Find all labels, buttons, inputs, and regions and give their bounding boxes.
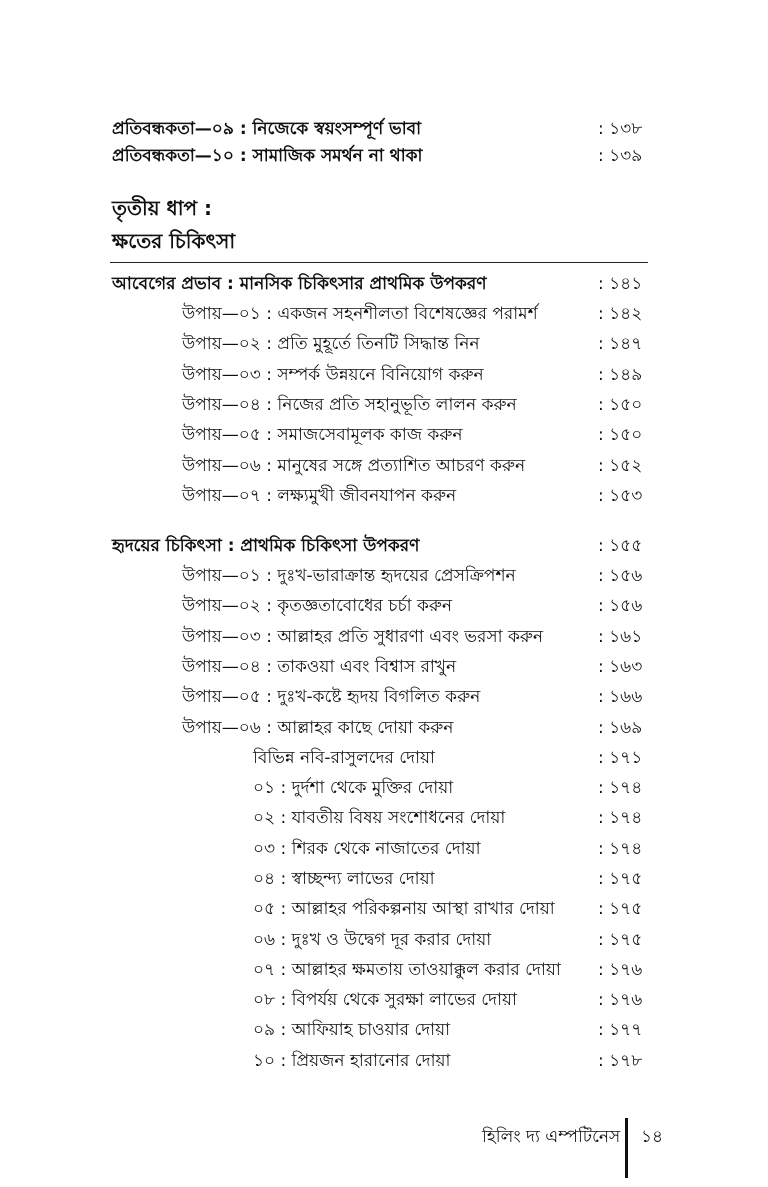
toc-entry-page: : ১৫৩ <box>598 486 643 506</box>
toc-subentry-page: : ১৭৬ <box>598 960 643 980</box>
section-heading-page: : ১৪১ <box>598 274 643 294</box>
toc-entry-page: : ১৫০ <box>598 395 643 415</box>
toc-subentry-text: ০৯ : আফিয়াহ চাওয়ার দোয়া <box>253 1020 451 1040</box>
section-heading: হৃদয়ের চিকিৎসা : প্রাথমিক চিকিৎসা উপকরণ <box>112 536 420 556</box>
toc-entry-page: : ১৪৯ <box>598 365 643 385</box>
toc-entry-text: উপায়—০৪ : তাকওয়া এবং বিশ্বাস রাখুন <box>182 657 457 677</box>
toc-entry-text: প্রতিবন্ধকতা—১০ : সামাজিক সমর্থন না থাকা <box>112 146 423 166</box>
section-heading-page: : ১৫৫ <box>598 536 643 556</box>
toc-entry-page: : ১৫৬ <box>598 566 643 586</box>
toc-subentry-text: ০৩ : শিরক থেকে নাজাতের দোয়া <box>253 839 481 859</box>
step-title: তৃতীয় ধাপ : <box>112 196 213 220</box>
toc-entry-page: : ১৪৭ <box>598 334 643 354</box>
toc-entry-text: উপায়—০৭ : লক্ষ্যমুখী জীবনযাপন করুন <box>182 486 457 506</box>
toc-subentry-text: বিভিন্ন নবি-রাসুলদের দোয়া <box>253 748 435 768</box>
toc-entry-text: উপায়—০২ : কৃতজ্ঞতাবোধের চর্চা করুন <box>182 596 453 616</box>
toc-subentry-text: ০২ : যাবতীয় বিষয় সংশোধনের দোয়া <box>253 808 506 828</box>
toc-subentry-page: : ১৭৫ <box>598 899 643 919</box>
toc-entry-text: উপায়—০৫ : সমাজসেবামূলক কাজ করুন <box>182 425 463 445</box>
toc-entry-text: উপায়—০৬ : মানুষের সঙ্গে প্রত্যাশিত আচরণ করুন <box>182 456 526 476</box>
toc-subentry-page: : ১৭৮ <box>598 1051 643 1071</box>
toc-subentry-page: : ১৭৫ <box>598 869 643 889</box>
toc-entry-text: উপায়—০১ : দুঃখ-ভারাক্রান্ত হৃদয়ের প্রেসক্রিপশন <box>182 566 516 586</box>
toc-entry-page: : ১৬১ <box>598 627 643 647</box>
toc-entry-page: : ১৪২ <box>598 304 643 324</box>
toc-entry-text: উপায়—০৬ : আল্লাহর কাছে দোয়া করুন <box>182 718 454 738</box>
footer-divider <box>625 1118 628 1178</box>
page-number: ১৪ <box>641 1127 664 1147</box>
toc-entry-page: : ১৫৬ <box>598 596 643 616</box>
toc-entry-page: : ১৬৯ <box>598 718 643 738</box>
toc-entry-text: উপায়—০১ : একজন সহনশীলতা বিশেষজ্ঞের পরামর্শ <box>182 304 538 324</box>
toc-subentry-page: : ১৭৪ <box>598 808 643 828</box>
toc-entry-text: উপায়—০৪ : নিজের প্রতি সহানুভূতি লালন করুন <box>182 395 517 415</box>
toc-entry-page: : ১৩৯ <box>598 146 643 166</box>
toc-entry-text: উপায়—০৩ : সম্পর্ক উন্নয়নে বিনিয়োগ করুন <box>182 365 484 385</box>
toc-subentry-text: ০৭ : আল্লাহর ক্ষমতায় তাওয়াক্কুল করার দোয়া <box>253 960 561 980</box>
toc-entry-page: : ১৬৬ <box>598 687 643 707</box>
toc-entry-page: : ১৬৩ <box>598 657 643 677</box>
toc-subentry-text: ০৫ : আল্লাহর পরিকল্পনায় আস্থা রাখার দোয়া <box>253 899 555 919</box>
step-subtitle: ক্ষতের চিকিৎসা <box>112 229 236 253</box>
toc-entry-page: : ১৩৮ <box>598 119 643 139</box>
toc-subentry-text: ০৮ : বিপর্যয় থেকে সুরক্ষা লাভের দোয়া <box>253 990 517 1010</box>
divider <box>110 262 648 263</box>
toc-entry-text: উপায়—০২ : প্রতি মুহূর্তে তিনটি সিদ্ধান্ত নিন <box>182 334 480 354</box>
toc-entry-text: প্রতিবন্ধকতা—০৯ : নিজেকে স্বয়ংসম্পূর্ণ ভাবা <box>112 119 422 139</box>
toc-subentry-page: : ১৭৪ <box>598 839 643 859</box>
section-heading: আবেগের প্রভাব : মানসিক চিকিৎসার প্রাথমিক উপকরণ <box>112 274 487 294</box>
toc-subentry-page: : ১৭৭ <box>598 1020 643 1040</box>
running-footer-title: হিলিং দ্য এম্পটিনেস <box>482 1127 621 1147</box>
toc-subentry-page: : ১৭৫ <box>598 930 643 950</box>
toc-entry-text: উপায়—০৩ : আল্লাহর প্রতি সুধারণা এবং ভরসা করুন <box>182 627 544 647</box>
toc-subentry-page: : ১৭১ <box>598 748 643 768</box>
toc-subentry-text: ০৪ : স্বাচ্ছন্দ্য লাভের দোয়া <box>253 869 435 889</box>
toc-subentry-text: ১০ : প্রিয়জন হারানোর দোয়া <box>253 1051 451 1071</box>
toc-entry-page: : ১৫২ <box>598 456 643 476</box>
toc-subentry-text: ০৬ : দুঃখ ও উদ্বেগ দূর করার দোয়া <box>253 930 492 950</box>
toc-subentry-text: ০১ : দুর্দশা থেকে মুক্তির দোয়া <box>253 778 454 798</box>
toc-subentry-page: : ১৭৪ <box>598 778 643 798</box>
toc-entry-text: উপায়—০৫ : দুঃখ-কষ্টে হৃদয় বিগলিত করুন <box>182 687 481 707</box>
toc-subentry-page: : ১৭৬ <box>598 990 643 1010</box>
toc-entry-page: : ১৫০ <box>598 425 643 445</box>
